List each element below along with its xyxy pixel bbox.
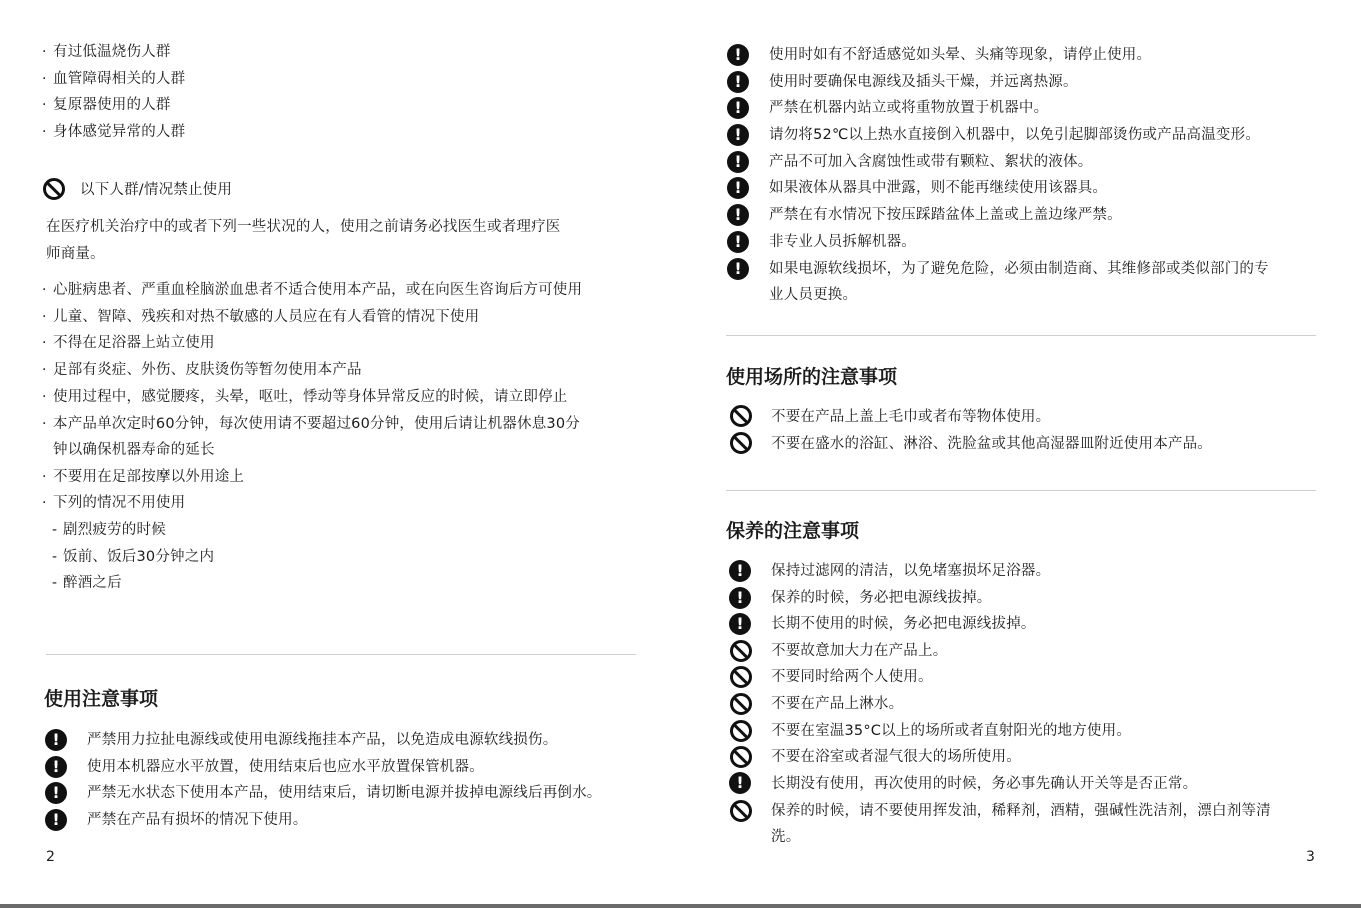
care-item: 不要在产品上淋水。	[771, 696, 904, 712]
intro-text: 师商量。	[46, 246, 105, 262]
care-heading: 保养的注意事项	[726, 520, 860, 542]
prohibition-icon	[730, 800, 752, 822]
sub-condition-item: 饭前、饭后30分钟之内	[63, 549, 215, 565]
usage-item: 如果电源软线损坏，为了避免危险，必须由制造商、其维修部或类似部门的专	[769, 261, 1269, 277]
divider	[726, 335, 1316, 336]
condition-item: 下列的情况不用使用	[53, 495, 186, 511]
prohibition-icon	[730, 640, 752, 662]
bullet: ·	[42, 71, 47, 87]
prohibition-icon	[730, 720, 752, 742]
condition-item: 儿童、智障、残疾和对热不敏感的人员应在有人看管的情况下使用	[53, 309, 480, 325]
prohibition-icon	[730, 666, 752, 688]
bullet: ·	[42, 362, 47, 378]
care-item: 不要故意加大力在产品上。	[771, 643, 948, 659]
warning-icon	[45, 809, 67, 831]
bullet: ·	[42, 389, 47, 405]
bullet: ·	[42, 124, 47, 140]
bullet: ·	[42, 335, 47, 351]
condition-item: 本产品单次定时60分钟，每次使用请不要超过60分钟，使用后请让机器休息30分	[53, 416, 580, 432]
warning-icon	[727, 124, 749, 146]
place-item: 不要在盛水的浴缸、淋浴、洗脸盆或其他高湿器皿附近使用本产品。	[771, 436, 1212, 452]
condition-item: 足部有炎症、外伤、皮肤烫伤等暂勿使用本产品	[53, 362, 362, 378]
dash: -	[52, 549, 58, 565]
usage-item: 使用本机器应水平放置，使用结束后也应水平放置保管机器。	[87, 759, 484, 775]
left-page	[0, 0, 680, 908]
warning-icon	[729, 587, 751, 609]
bottom-edge	[0, 904, 1361, 908]
warning-icon	[727, 204, 749, 226]
bullet: ·	[42, 97, 47, 113]
warning-icon	[45, 782, 67, 804]
usage-item: 产品不可加入含腐蚀性或带有颗粒、絮状的液体。	[769, 154, 1093, 170]
prohibited-title: 以下人群/情况禁止使用	[80, 182, 233, 198]
warning-icon	[727, 177, 749, 199]
usage-item: 使用时如有不舒适感觉如头晕、头痛等现象，请停止使用。	[769, 47, 1152, 63]
usage-item-cont: 业人员更换。	[769, 287, 858, 303]
risk-group-item: 身体感觉异常的人群	[53, 124, 186, 140]
warning-icon	[727, 71, 749, 93]
care-item: 长期不使用的时候，务必把电源线拔掉。	[771, 616, 1036, 632]
right-page	[680, 0, 1361, 908]
warning-icon	[727, 258, 749, 280]
care-item: 不要同时给两个人使用。	[771, 669, 933, 685]
usage-item: 请勿将52℃以上热水直接倒入机器中，以免引起脚部烫伤或产品高温变形。	[769, 127, 1261, 143]
warning-icon	[727, 231, 749, 253]
page-number: 3	[1306, 849, 1315, 865]
condition-item: 使用过程中，感觉腰疼，头晕，呕吐，悸动等身体异常反应的时候，请立即停止	[53, 389, 568, 405]
care-item: 保养的时候，务必把电源线拔掉。	[771, 590, 992, 606]
usage-item: 严禁无水状态下使用本产品，使用结束后，请切断电源并拔掉电源线后再倒水。	[87, 785, 602, 801]
condition-item: 心脏病患者、严重血栓脑淤血患者不适合使用本产品，或在向医生咨询后方可使用	[53, 282, 583, 298]
bullet: ·	[42, 469, 47, 485]
dash: -	[52, 522, 58, 538]
usage-item: 如果液体从器具中泄露，则不能再继续使用该器具。	[769, 180, 1108, 196]
bullet: ·	[42, 309, 47, 325]
page-number: 2	[46, 849, 55, 865]
care-item: 保养的时候，请不要使用挥发油，稀释剂，酒精，强碱性洗洁剂，漂白剂等清	[771, 803, 1271, 819]
care-item: 不要在室温35°C以上的场所或者直射阳光的地方使用。	[771, 723, 1132, 739]
warning-icon	[45, 756, 67, 778]
prohibition-icon	[730, 693, 752, 715]
sub-condition-item: 剧烈疲劳的时候	[63, 522, 166, 538]
usage-item: 非专业人员拆解机器。	[769, 234, 916, 250]
sub-condition-item: 醉酒之后	[63, 575, 122, 591]
care-item: 不要在浴室或者湿气很大的场所使用。	[771, 749, 1021, 765]
prohibition-icon	[730, 405, 752, 427]
usage-heading: 使用注意事项	[44, 688, 159, 710]
bullet: ·	[42, 416, 47, 432]
prohibition-icon	[730, 746, 752, 768]
risk-group-item: 有过低温烧伤人群	[53, 44, 171, 60]
warning-icon	[729, 613, 751, 635]
usage-item: 严禁用力拉扯电源线或使用电源线拖挂本产品，以免造成电源软线损伤。	[87, 732, 558, 748]
warning-icon	[727, 151, 749, 173]
warning-icon	[727, 97, 749, 119]
care-item: 保持过滤网的清洁，以免堵塞损坏足浴器。	[771, 563, 1051, 579]
risk-group-item: 复原器使用的人群	[53, 97, 171, 113]
warning-icon	[727, 44, 749, 66]
divider	[46, 654, 636, 655]
warning-icon	[729, 772, 751, 794]
prohibition-icon	[730, 432, 752, 454]
place-item: 不要在产品上盖上毛巾或者布等物体使用。	[771, 409, 1051, 425]
usage-item: 严禁在机器内站立或将重物放置于机器中。	[769, 100, 1049, 116]
intro-text: 在医疗机关治疗中的或者下列一些状况的人，使用之前请务必找医生或者理疗医	[46, 219, 561, 235]
prohibition-icon	[43, 178, 65, 200]
bullet: ·	[42, 44, 47, 60]
usage-item: 使用时要确保电源线及插头干燥，并远离热源。	[769, 74, 1078, 90]
place-heading: 使用场所的注意事项	[726, 366, 898, 388]
warning-icon	[45, 729, 67, 751]
condition-item: 不要用在足部按摩以外用途上	[53, 469, 245, 485]
usage-item: 严禁在产品有损坏的情况下使用。	[87, 812, 308, 828]
bullet: ·	[42, 282, 47, 298]
divider	[726, 490, 1316, 491]
risk-group-item: 血管障碍相关的人群	[53, 71, 186, 87]
condition-item-cont: 钟以确保机器寿命的延长	[53, 442, 215, 458]
usage-item: 严禁在有水情况下按压踩踏盆体上盖或上盖边缘严禁。	[769, 207, 1122, 223]
dash: -	[52, 575, 58, 591]
care-item-cont: 洗。	[771, 829, 801, 845]
care-item: 长期没有使用，再次使用的时候，务必事先确认开关等是否正常。	[771, 776, 1198, 792]
condition-item: 不得在足浴器上站立使用	[53, 335, 215, 351]
bullet: ·	[42, 495, 47, 511]
warning-icon	[729, 560, 751, 582]
